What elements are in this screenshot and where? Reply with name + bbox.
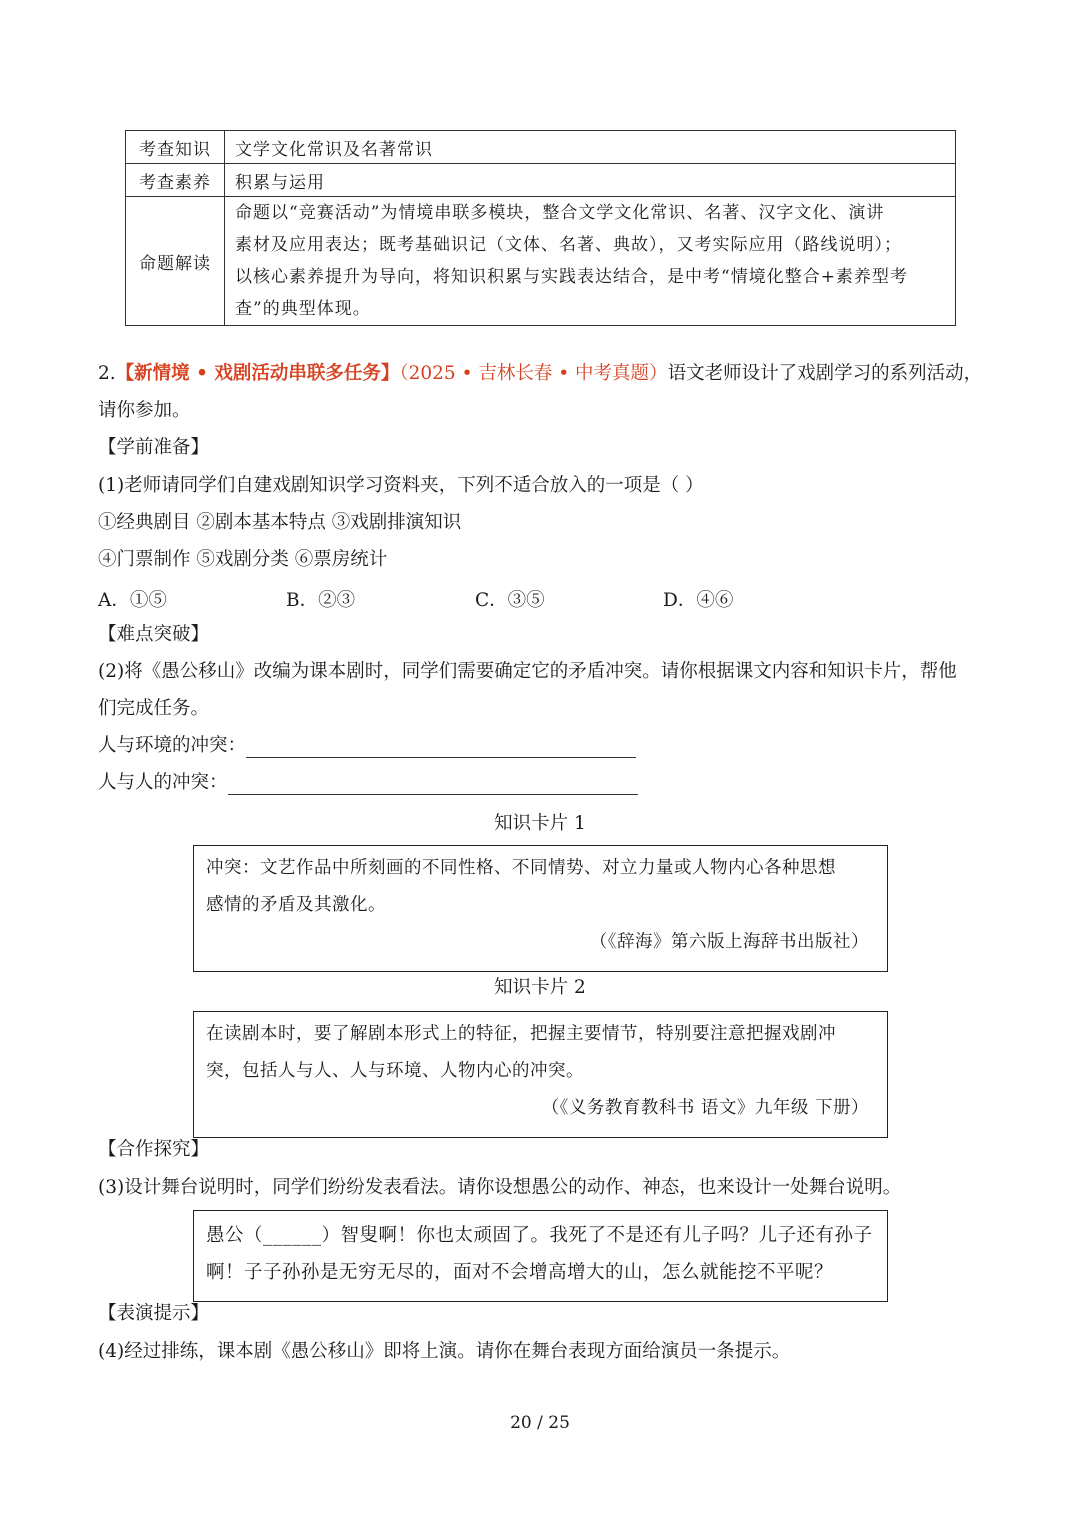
- question-intro: 语文老师设计了戏剧学习的系列活动，: [667, 363, 983, 384]
- option-a: A．①⑤: [98, 590, 167, 611]
- card-title: 知识卡片 2: [494, 977, 586, 998]
- items-line: ④门票制作 ⑤戏剧分类 ⑥票房统计: [98, 549, 388, 570]
- question-intro-cont: 请你参加。: [98, 400, 191, 421]
- fill-label: 人与人的冲突：: [98, 772, 228, 793]
- interpretation-line: 素材及应用表达；既考基础识记（文体、名著、典故），又考实际应用（路线说明）；: [235, 235, 902, 255]
- table-row: [126, 131, 956, 164]
- option-b: B．②③: [286, 590, 356, 611]
- answer-blank[interactable]: [246, 737, 636, 758]
- answer-blank[interactable]: [228, 774, 638, 795]
- card-line: 突，包括人与人、人与环境、人物内心的冲突。: [206, 1061, 584, 1081]
- fill-row: [98, 734, 636, 758]
- subquestion-2: (2)将《愚公移山》改编为课本剧时，同学们需要确定它的矛盾冲突。请你根据课文内容和知识卡片，帮他: [98, 661, 957, 682]
- card-line: 冲突：文艺作品中所刻画的不同性格、不同情势、对立力量或人物内心各种思想: [206, 858, 836, 878]
- subquestion-3: (3)设计舞台说明时，同学们纷纷发表看法。请你设想愚公的动作、神态，也来设计一处舞台说明。: [98, 1177, 902, 1198]
- table-row: [126, 197, 956, 326]
- items-line: ①经典剧目 ②剧本基本特点 ③戏剧排演知识: [98, 512, 462, 533]
- info-table: [125, 130, 956, 326]
- interpretation-line: 查”的典型体现。: [235, 299, 371, 319]
- section-heading: 【难点突破】: [98, 624, 210, 645]
- subquestion-1: (1)老师请同学们自建戏剧知识学习资料夹，下列不适合放入的一项是（ ）: [98, 475, 704, 496]
- knowledge-card-1: [193, 845, 888, 972]
- section-heading: 【表演提示】: [98, 1303, 210, 1324]
- table-row: [126, 164, 956, 197]
- script-box: [193, 1210, 888, 1302]
- fill-label: 人与环境的冲突：: [98, 735, 247, 756]
- row-label: 考查知识: [126, 131, 225, 164]
- question-source: （2025 • 吉林长春 • 中考真题）: [399, 363, 668, 384]
- card-line: 在读剧本时，要了解剧本形式上的特征，把握主要情节，特别要注意把握戏剧冲: [206, 1024, 836, 1044]
- option-c: C．③⑤: [475, 590, 545, 611]
- script-line: 啊！子子孙孙是无穷无尽的，面对不会增高增大的山，怎么就能挖不平呢？: [206, 1262, 834, 1283]
- row-label: 考查素养: [126, 164, 225, 197]
- knowledge-card-2: [193, 1011, 888, 1138]
- question-header: [98, 362, 982, 386]
- question-tag: 【新情境 • 戏剧活动串联多任务】: [115, 363, 400, 384]
- subquestion-2-cont: 们完成任务。: [98, 698, 210, 719]
- question-number: 2.: [98, 363, 116, 384]
- interpretation-line: 命题以“竞赛活动”为情境串联多模块，整合文学文化常识、名著、汉字文化、演讲: [235, 203, 885, 223]
- card-title: 知识卡片 1: [494, 813, 586, 834]
- card-source: （《辞海》第六版上海辞书出版社）: [589, 932, 869, 952]
- row-value: 文学文化常识及名著常识: [225, 131, 956, 164]
- section-heading: 【合作探究】: [98, 1139, 210, 1160]
- card-line: 感情的矛盾及其激化。: [206, 895, 386, 915]
- script-line: 愚公（______）智叟啊！你也太顽固了。我死了不是还有儿子吗？儿子还有孙子: [206, 1225, 873, 1246]
- card-source: （《义务教育教科书 语文》九年级 下册）: [541, 1098, 869, 1118]
- section-heading: 【学前准备】: [98, 437, 210, 458]
- page-number: 20 / 25: [510, 1413, 570, 1433]
- interpretation-line: 以核心素养提升为导向，将知识积累与实践表达结合，是中考“情境化整合+素养型考: [235, 267, 908, 287]
- subquestion-4: (4)经过排练，课本剧《愚公移山》即将上演。请你在舞台表现方面给演员一条提示。: [98, 1341, 791, 1362]
- fill-row: [98, 771, 638, 795]
- option-d: D．④⑥: [663, 590, 734, 611]
- row-value-multiline: [225, 197, 956, 326]
- row-value: 积累与运用: [225, 164, 956, 197]
- row-label: 命题解读: [126, 197, 225, 326]
